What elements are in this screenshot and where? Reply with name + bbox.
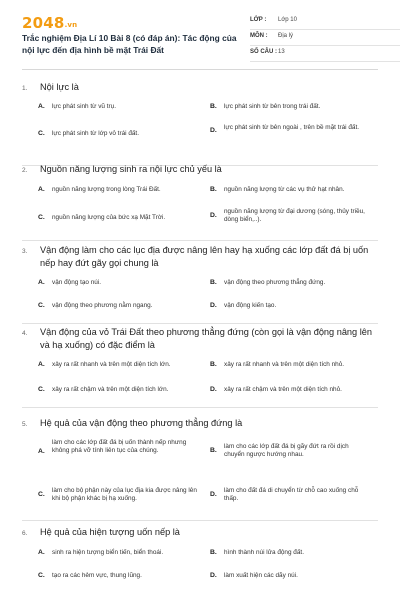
site-logo[interactable] xyxy=(22,14,77,32)
meta-key: SỐ CÂU : xyxy=(250,49,277,55)
option-b[interactable] xyxy=(210,279,378,288)
meta-value: Lớp 10 xyxy=(278,17,297,23)
option-text: vận động theo phương thẳng đứng. xyxy=(224,279,326,286)
question-text: Nguồn năng lượng sinh ra nội lực chủ yếu là xyxy=(40,164,222,174)
option-text: lực phát sinh từ vũ trụ. xyxy=(52,102,116,110)
option-text: vận động theo phương nằm ngang. xyxy=(52,302,153,309)
question-2 xyxy=(22,163,378,224)
question-text: Vận động làm cho các lục địa được nâng lên hay hạ xuống các lớp đất đá bị uốn nếp hay đứt gãy gọi chung là xyxy=(40,245,369,268)
option-letter: A. xyxy=(38,185,45,193)
option-text: nguồn năng lượng từ đại dương (sóng, thủy triều, dòng biển,..). xyxy=(224,207,365,224)
question-text: Hệ quả của vận động theo phương thẳng đứng là xyxy=(40,418,243,428)
option-text: vận động tạo núi. xyxy=(52,279,102,286)
option-b[interactable] xyxy=(210,549,378,558)
option-b[interactable] xyxy=(210,443,368,461)
option-text: làm cho các lớp đất đá bị gãy đứt ra rồi dịch chuyển ngược hướng nhau. xyxy=(224,442,349,459)
option-letter: A. xyxy=(38,361,45,368)
logo-number: 2048 xyxy=(22,14,65,32)
option-text: nguồn năng lượng của bức xạ Mặt Trời. xyxy=(52,213,166,221)
option-text: hình thành núi lửa động đất. xyxy=(224,548,304,556)
option-text: lực phát sinh từ bên ngoài , trên bề mặt trái đất. xyxy=(224,123,360,131)
option-letter: A. xyxy=(38,447,45,455)
question-3 xyxy=(22,244,378,309)
option-letter: D. xyxy=(210,386,217,393)
option-letter: C. xyxy=(38,213,45,221)
option-b[interactable] xyxy=(210,361,378,370)
option-a[interactable] xyxy=(38,549,208,558)
option-letter: A. xyxy=(38,102,45,110)
option-text: lực phát sinh từ bên trong trái đất. xyxy=(224,102,321,110)
meta-key: MÔN : xyxy=(250,33,268,39)
header-divider xyxy=(22,69,378,70)
option-a[interactable] xyxy=(38,439,196,457)
option-text: nguồn năng lượng trong lòng Trái Đất. xyxy=(52,185,161,193)
meta-row-class xyxy=(250,14,400,30)
option-d[interactable] xyxy=(210,386,378,395)
option-letter: D. xyxy=(210,302,217,309)
option-letter: A. xyxy=(38,279,45,286)
meta-key: LỚP : xyxy=(250,17,267,23)
option-letter: B. xyxy=(210,446,217,454)
option-d[interactable] xyxy=(210,124,378,133)
option-a[interactable] xyxy=(38,186,206,195)
option-letter: B. xyxy=(210,279,217,286)
question-text: Vận động của vỏ Trái Đất theo phương thẳng đứng (còn gọi là vận động nâng lên và hạ xuống) có đặc điểm là xyxy=(40,327,372,350)
option-letter: C. xyxy=(38,302,45,309)
option-text: làm cho đất đá di chuyển từ chỗ cao xuống chỗ thấp. xyxy=(224,486,359,503)
option-letter: D. xyxy=(210,571,217,579)
option-a[interactable] xyxy=(38,103,198,112)
option-letter: C. xyxy=(38,490,45,498)
option-letter: B. xyxy=(210,102,217,110)
option-letter: B. xyxy=(210,548,217,556)
question-divider xyxy=(22,240,378,241)
option-c[interactable] xyxy=(38,386,208,395)
question-header xyxy=(22,81,378,94)
question-1 xyxy=(22,81,378,137)
question-5 xyxy=(22,417,378,503)
option-c[interactable] xyxy=(38,130,198,139)
question-text: Hệ quả của hiện tượng uốn nếp là xyxy=(40,527,180,537)
option-text: làm cho các lớp đất đá bị uốn thành nếp nhưng không phá vỡ tính liên tục của chúng. xyxy=(52,438,187,455)
option-letter: C. xyxy=(38,571,45,579)
option-d[interactable] xyxy=(210,572,378,581)
question-number: 1. xyxy=(22,85,28,92)
question-header xyxy=(22,163,378,176)
question-number: 4. xyxy=(22,330,28,337)
option-letter: B. xyxy=(210,361,217,368)
option-text: xảy ra rất nhanh và trên một diện tích nhỏ. xyxy=(224,361,345,368)
option-text: tạo ra các hẻm vực, thung lũng. xyxy=(52,571,142,579)
option-letter: D. xyxy=(210,211,217,219)
question-6 xyxy=(22,526,378,579)
question-4 xyxy=(22,326,378,393)
option-text: sinh ra hiện tượng biển tiến, biển thoái. xyxy=(52,548,164,556)
question-number: 3. xyxy=(22,248,28,255)
option-d[interactable] xyxy=(210,208,368,226)
option-letter: B. xyxy=(210,185,217,193)
option-letter: C. xyxy=(38,129,45,137)
question-divider xyxy=(22,323,378,324)
option-text: làm cho bộ phận này của lục địa kia được nâng lên khi bộ phận khác bị hạ xuống. xyxy=(52,486,197,503)
option-letter: A. xyxy=(38,548,45,556)
header xyxy=(22,14,382,68)
option-text: nguồn năng lượng từ các vụ thử hạt nhân. xyxy=(224,185,345,193)
option-text: lực phát sinh từ lớp vỏ trái đất. xyxy=(52,129,139,137)
option-d[interactable] xyxy=(210,487,368,505)
meta-value: Địa lý xyxy=(278,33,294,39)
option-c[interactable] xyxy=(38,214,206,223)
logo-tld: .vn xyxy=(64,21,78,29)
question-header xyxy=(22,326,378,351)
option-text: xảy ra rất chậm và trên một diện tích lớn. xyxy=(52,386,169,393)
option-text: xảy ra rất nhanh và trên một diện tích lớn. xyxy=(52,361,171,368)
question-number: 2. xyxy=(22,167,28,174)
option-text: vận động kiến tạo. xyxy=(224,302,277,309)
question-header xyxy=(22,244,378,269)
question-number: 6. xyxy=(22,530,28,537)
option-a[interactable] xyxy=(38,361,208,370)
option-text: làm xuất hiện các dãy núi. xyxy=(224,571,298,579)
option-c[interactable] xyxy=(38,572,208,581)
question-divider xyxy=(22,520,378,521)
question-text: Nội lực là xyxy=(40,82,79,92)
option-a[interactable] xyxy=(38,279,206,288)
option-letter: D. xyxy=(210,490,217,498)
meta-value: 13 xyxy=(278,49,285,55)
meta-row-subject xyxy=(250,30,400,46)
option-c[interactable] xyxy=(38,487,202,505)
option-text: xảy ra rất chậm và trên một diện tích nhỏ. xyxy=(224,386,342,393)
question-divider xyxy=(22,407,378,408)
question-number: 5. xyxy=(22,421,28,428)
page-title: Trắc nghiệm Địa Lí 10 Bài 8 (có đáp án): Tác động của nội lực đến địa hình bề mặt Trái Đất xyxy=(22,33,237,55)
option-b[interactable] xyxy=(210,103,378,112)
question-header xyxy=(22,417,378,430)
option-c[interactable] xyxy=(38,302,206,311)
option-d[interactable] xyxy=(210,302,378,311)
meta-table xyxy=(250,14,400,62)
question-header xyxy=(22,526,378,539)
option-letter: D. xyxy=(210,126,217,134)
meta-row-count xyxy=(250,46,400,62)
option-b[interactable] xyxy=(210,186,378,195)
option-letter: C. xyxy=(38,386,45,393)
